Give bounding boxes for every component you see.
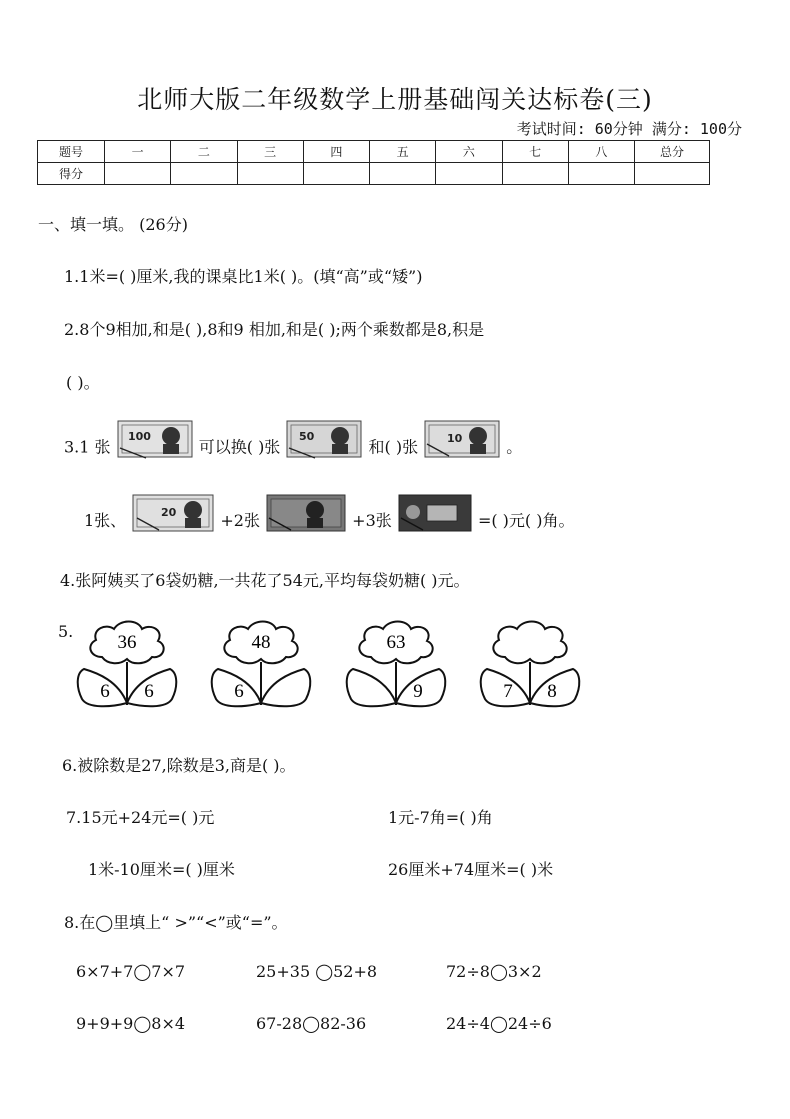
question-3-line-b (84, 492, 575, 536)
question-1: 1.1米=( )厘米,我的课桌比1米( )。(填“高”或“矮”) (64, 267, 423, 286)
section-heading: 一、填一填。 (26分) (38, 215, 188, 234)
score-input-cell[interactable] (436, 163, 502, 185)
score-table (37, 140, 710, 185)
flower-right-number: 6 (144, 681, 154, 702)
compare-item: 24÷4◯24÷6 (446, 1014, 552, 1033)
question-8: 8.在◯里填上“ >”“<”或“=”。 (64, 913, 288, 932)
compare-item: 72÷8◯3×2 (446, 962, 542, 981)
q3-b-mid2: +3张 (352, 511, 392, 530)
score-input-cell[interactable] (171, 163, 237, 185)
q3-b-mid1: +2张 (220, 511, 260, 530)
score-header-cell: 三 (237, 141, 303, 163)
compare-item: 6×7+7◯7×7 (76, 962, 186, 981)
score-header-cell: 总分 (635, 141, 710, 163)
score-header-cell: 题号 (38, 141, 105, 163)
note-value-text: 10 (447, 432, 463, 445)
question-7a: 7.15元+24元=( )元 (66, 808, 215, 827)
flower-4 (481, 622, 580, 707)
question-5-label: 5. (58, 622, 74, 641)
banknote-50-icon (285, 418, 363, 478)
banknote-20-icon (131, 492, 215, 551)
q3-a-end: 。 (506, 437, 523, 457)
q3-a-mid2: 和( )张 (368, 437, 419, 457)
question-4: 4.张阿姨买了6袋奶糖,一共花了54元,平均每袋奶糖( )元。 (60, 571, 470, 590)
score-input-cell[interactable] (502, 163, 568, 185)
banknote-100-icon (116, 418, 194, 478)
question-7c: 1米-10厘米=( )厘米 (88, 860, 235, 879)
question-2-line-1: 2.8个9相加,和是( ),8和9 相加,和是( );两个乘数都是8,积是 (64, 320, 485, 339)
compare-item: 25+35 ◯52+8 (256, 962, 378, 981)
page-title: 北师大版二年级数学上册基础闯关达标卷(三) (137, 85, 653, 114)
q3-a-mid1: 可以换( )张 (198, 437, 281, 457)
flower-left-number: 6 (100, 681, 110, 702)
flower-top-number: 63 (386, 632, 406, 653)
compare-item: 9+9+9◯8×4 (76, 1014, 186, 1033)
score-header-cell: 七 (502, 141, 568, 163)
score-value-row (38, 163, 710, 185)
score-input-cell[interactable] (303, 163, 369, 185)
q3-a-prefix: 3.1 张 (64, 437, 111, 457)
question-2-line-2: ( )。 (66, 373, 100, 392)
question-6: 6.被除数是27,除数是3,商是( )。 (62, 756, 296, 775)
score-input-cell[interactable] (370, 163, 436, 185)
flower-top-number: 36 (117, 632, 137, 653)
score-header-cell: 四 (303, 141, 369, 163)
note-value-text: 50 (299, 430, 315, 443)
score-header-cell: 八 (568, 141, 634, 163)
flower-3 (347, 622, 446, 707)
score-header-cell: 一 (105, 141, 171, 163)
flower-diagrams (70, 615, 590, 730)
flower-top-number: 48 (251, 632, 271, 653)
flower-left-number: 7 (503, 681, 513, 702)
question-7b: 1元-7角=( )角 (388, 808, 493, 827)
score-header-cell: 六 (436, 141, 502, 163)
score-header-row (38, 141, 710, 163)
question-7d: 26厘米+74厘米=( )米 (388, 860, 554, 879)
flower-right-number: 9 (413, 681, 423, 702)
score-input-cell[interactable] (568, 163, 634, 185)
note-value-text: 20 (161, 506, 177, 519)
note-value-text: 100 (127, 430, 151, 443)
flower-2 (212, 622, 311, 707)
q3-b-end: =( )元( )角。 (477, 511, 575, 530)
score-input-cell[interactable] (105, 163, 171, 185)
flower-left-number: 6 (234, 681, 244, 702)
flower-right-number: 8 (547, 681, 557, 702)
score-header-cell: 二 (171, 141, 237, 163)
flower-1 (78, 622, 177, 707)
score-input-cell[interactable] (635, 163, 710, 185)
score-header-cell: 五 (370, 141, 436, 163)
score-input-cell[interactable] (237, 163, 303, 185)
q3-b-prefix: 1张、 (84, 511, 127, 530)
score-row-label: 得分 (38, 163, 105, 185)
banknote-1-jiao-icon (397, 492, 473, 551)
banknote-5-icon (265, 492, 347, 551)
compare-item: 67-28◯82-36 (256, 1014, 367, 1033)
exam-meta: 考试时间: 60分钟 满分: 100分 (516, 120, 742, 138)
question-3-line-a (64, 418, 522, 464)
banknote-10-icon (423, 418, 501, 478)
